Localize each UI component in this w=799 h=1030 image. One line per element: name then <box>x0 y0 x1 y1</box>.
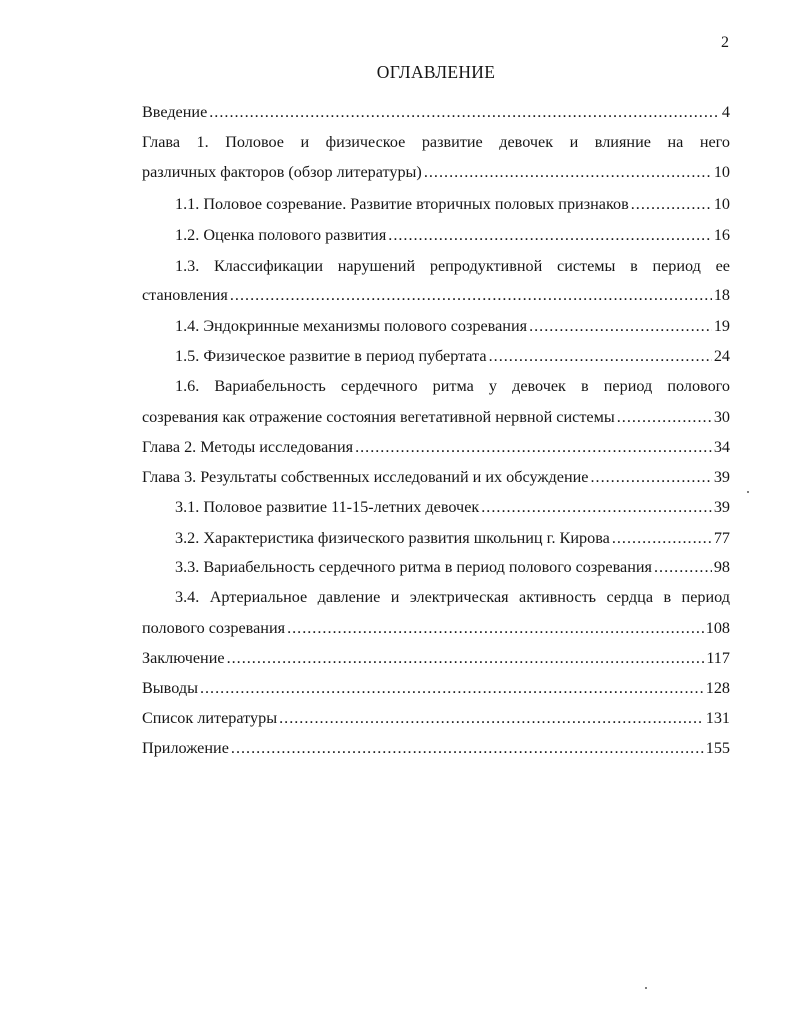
toc-entry-label: Заключение <box>142 649 225 667</box>
toc-entry-1-5[interactable] <box>142 344 730 368</box>
toc-entry-page: 18 <box>713 286 730 304</box>
toc-entry-label: 1.4. Эндокринные механизмы полового созревания <box>175 317 528 335</box>
toc-entry-1-3[interactable] <box>142 283 730 307</box>
toc-entry-label: становления <box>142 286 228 304</box>
toc-entry-1-4[interactable] <box>142 314 730 338</box>
toc-title: ОГЛАВЛЕНИЕ <box>376 62 496 82</box>
scan-speck <box>645 987 647 989</box>
toc-entry-conclusion[interactable] <box>142 646 730 670</box>
toc-entry-page: 16 <box>713 226 730 244</box>
toc-entry-page: 155 <box>705 739 730 757</box>
toc-entry-label: Глава 3. Результаты собственных исследований и их обсуждение <box>142 468 589 486</box>
toc-entry-1-1[interactable] <box>142 192 730 216</box>
toc-entry-label: Введение <box>142 103 208 121</box>
dot-leader <box>231 736 704 760</box>
toc-entry-page: 131 <box>705 709 730 727</box>
toc-entry-page: 39 <box>713 498 730 516</box>
toc-entry-page: 34 <box>713 438 730 456</box>
toc-entry-label: 3.2. Характеристика физического развития школьниц г. Кирова <box>175 529 610 547</box>
toc-entry-findings[interactable] <box>142 676 730 700</box>
toc-entry-1-3-line1[interactable]: 1.3. Классификации нарушений репродуктивной системы в период ее <box>175 257 730 275</box>
dot-leader <box>279 706 704 730</box>
toc-entry-label: 1.1. Половое созревание. Развитие вторичных половых признаков <box>175 195 629 213</box>
toc-entry-page: 19 <box>713 317 730 335</box>
dot-leader <box>287 616 704 640</box>
toc-entry-page: 4 <box>721 103 730 121</box>
dot-leader <box>529 314 712 338</box>
toc-entry-references[interactable] <box>142 706 730 730</box>
toc-entry-page: 98 <box>713 558 730 576</box>
toc-entry-chapter-3[interactable] <box>142 465 730 489</box>
dot-leader <box>355 435 712 459</box>
toc-entry-label: 3.1. Половое развитие 11-15-летних девочек <box>175 498 480 516</box>
toc-entry-3-3[interactable] <box>142 555 730 579</box>
toc-entry-chapter-1-line1[interactable]: Глава 1. Половое и физическое развитие девочек и влияние на него <box>142 133 730 151</box>
dot-leader <box>388 223 712 247</box>
toc-entry-label: 3.3. Вариабельность сердечного ритма в период полового созревания <box>175 558 652 576</box>
toc-entry-label: созревания как отражение состояния вегетативной нервной системы <box>142 408 615 426</box>
toc-entry-chapter-1[interactable] <box>142 160 730 184</box>
dot-leader <box>481 495 712 519</box>
toc-entry-3-1[interactable] <box>142 495 730 519</box>
toc-entry-page: 10 <box>713 195 730 213</box>
toc-entry-page: 24 <box>713 347 730 365</box>
toc-entry-3-2[interactable] <box>142 526 730 550</box>
toc-entry-page: 10 <box>713 163 730 181</box>
toc-entry-1-2[interactable] <box>142 223 730 247</box>
dot-leader <box>227 646 705 670</box>
toc-entry-page: 128 <box>705 679 730 697</box>
dot-leader <box>209 100 720 124</box>
toc-entry-label: Выводы <box>142 679 198 697</box>
toc-entry-page: 117 <box>706 649 730 667</box>
dot-leader <box>617 405 712 429</box>
toc-entry-label: 1.2. Оценка полового развития <box>175 226 387 244</box>
toc-entry-introduction[interactable] <box>142 100 730 124</box>
page-number: 2 <box>721 34 729 51</box>
toc-entry-chapter-2[interactable] <box>142 435 730 459</box>
toc-entry-1-6-line1[interactable]: 1.6. Вариабельность сердечного ритма у девочек в период полового <box>175 377 730 395</box>
dot-leader <box>489 344 712 368</box>
toc-entry-label: различных факторов (обзор литературы) <box>142 163 422 181</box>
toc-entry-1-6[interactable] <box>142 405 730 429</box>
dot-leader <box>424 160 712 184</box>
dot-leader <box>654 555 712 579</box>
toc-entry-label: 1.5. Физическое развитие в период пубертата <box>175 347 487 365</box>
toc-entry-3-4[interactable] <box>142 616 730 640</box>
toc-entry-page: 39 <box>713 468 730 486</box>
toc-entry-page: 30 <box>713 408 730 426</box>
toc-entry-label: полового созревания <box>142 619 286 637</box>
toc-entry-label: Глава 2. Методы исследования <box>142 438 354 456</box>
toc-entry-page: 77 <box>713 529 730 547</box>
toc-entry-page: 108 <box>705 619 730 637</box>
scan-speck <box>747 491 749 493</box>
dot-leader <box>230 283 712 307</box>
toc-entry-3-4-line1[interactable]: 3.4. Артериальное давление и электрическая активность сердца в период <box>175 588 730 606</box>
toc-entry-label: Список литературы <box>142 709 278 727</box>
dot-leader <box>631 192 712 216</box>
dot-leader <box>200 676 704 700</box>
dot-leader <box>612 526 712 550</box>
dot-leader <box>590 465 711 489</box>
toc-entry-appendix[interactable] <box>142 736 730 760</box>
toc-entry-label: Приложение <box>142 739 229 757</box>
